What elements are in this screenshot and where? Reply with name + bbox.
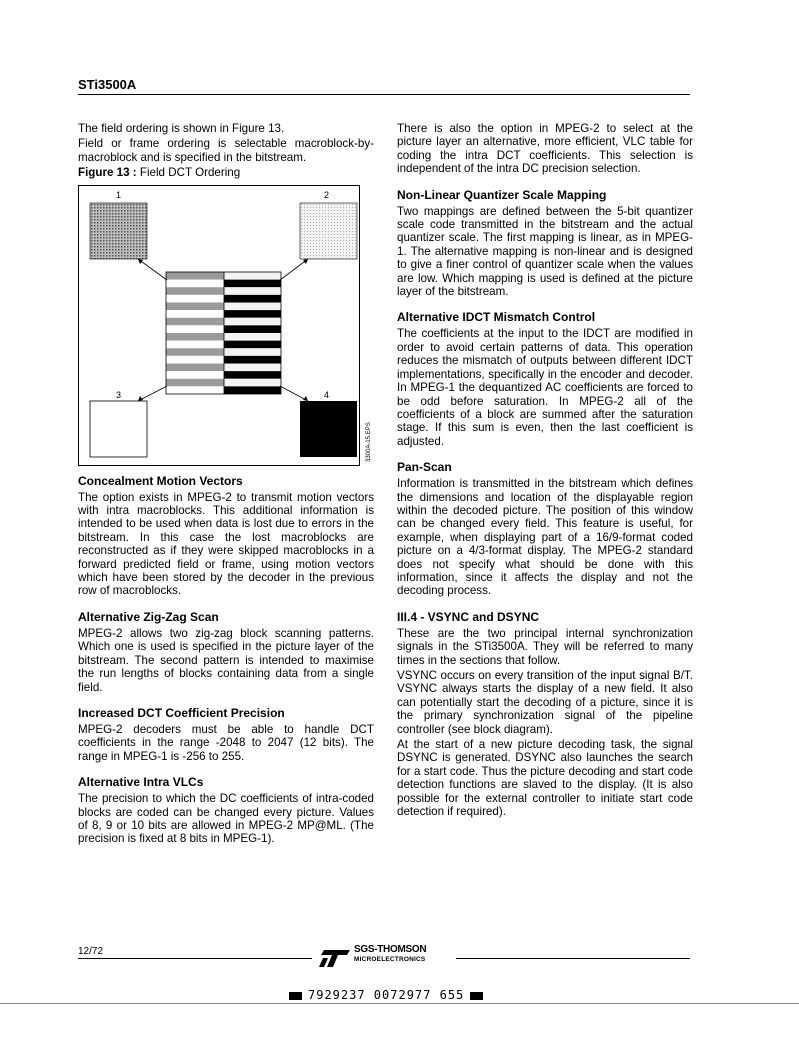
stripe-right: [224, 356, 281, 364]
st-logo-icon: [318, 947, 352, 969]
page-bottom-rule: [0, 1003, 799, 1004]
intro-paragraph-1: The field ordering is shown in Figure 13.: [78, 122, 285, 135]
block-2: [300, 203, 357, 259]
figure-number-2: 2: [324, 189, 330, 200]
stripe-left: [166, 302, 224, 310]
stripe-left: [166, 378, 224, 386]
barcode-number: 7929237 0072977 655: [308, 988, 465, 1002]
stripe-left: [166, 325, 224, 333]
section-quantizer-title: Non-Linear Quantizer Scale Mapping: [397, 187, 607, 202]
stripe-left: [166, 272, 224, 280]
figure-number-1: 1: [116, 189, 122, 200]
document-title: STi3500A: [78, 77, 137, 92]
section-zigzag-body: MPEG-2 allows two zig-zag block scanning patterns. Which one is used is specified in the picture layer of the bitstream. The second pattern is intended to maximise the run lengths of blocks containing data from a single field.: [78, 626, 374, 694]
footer-rule-right: [456, 958, 690, 959]
logo-company-name: SGS-THOMSON: [354, 944, 427, 955]
block-1: [90, 203, 147, 259]
intro-paragraph-2: Field or frame ordering is selectable macroblock-by-macroblock and is specified in the bitstream.: [78, 137, 374, 164]
stripe-left: [166, 340, 224, 348]
interlaced-macroblock: [166, 272, 281, 394]
stripe-right: [224, 279, 281, 287]
stripe-left: [166, 287, 224, 295]
barcode-block-left: [289, 992, 302, 1000]
barcode-block-right: [470, 992, 483, 1000]
stripe-left: [166, 348, 224, 356]
stripe-right: [224, 378, 281, 386]
block-4: [300, 401, 357, 457]
section-intra-vlcs-body: The precision to which the DC coefficients of intra-coded blocks are coded can be changed every picture. Values of 8, 9 or 10 bits are allowed in MPEG-2 MP@ML. (The precision is fixed at 8 bits in MPEG-1).: [78, 792, 374, 846]
figure-caption-text: Field DCT Ordering: [139, 166, 241, 180]
section-vsync-title: III.4 - VSYNC and DSYNC: [397, 609, 540, 624]
stripe-left: [166, 333, 224, 341]
arrow-2: [280, 259, 308, 280]
stripe-right: [224, 348, 281, 356]
figure-label: Figure 13 :: [78, 166, 137, 180]
stripe-right: [224, 302, 281, 310]
section-vsync-paragraph-3: At the start of a new picture decoding task, the signal DSYNC is generated. DSYNC also launches the search for a start code. Thus the picture decoding and start code detection functions are slaved to the display. (It is also possible for the external controller to initiate start code detection if required).: [397, 738, 693, 819]
stripe-left: [166, 363, 224, 371]
stripe-right: [224, 371, 281, 379]
stripe-right: [224, 363, 281, 371]
sgs-thomson-logo: [318, 944, 458, 970]
stripe-right: [224, 386, 281, 394]
page-number: 12/72: [78, 946, 104, 957]
stripe-left: [166, 386, 224, 394]
stripe-left: [166, 295, 224, 303]
section-pan-scan-title: Pan-Scan: [397, 460, 452, 475]
header-rule: [78, 94, 690, 95]
stripe-right: [224, 295, 281, 303]
stripe-right: [224, 287, 281, 295]
left-column: [78, 122, 374, 848]
section-concealment-title: Concealment Motion Vectors: [78, 473, 243, 488]
section-zigzag-title: Alternative Zig-Zag Scan: [78, 609, 219, 624]
arrow-3: [138, 386, 167, 401]
section-idct-title: Alternative IDCT Mismatch Control: [397, 310, 596, 325]
arrow-4: [280, 386, 308, 401]
logo-division-name: MICROELECTRONICS: [354, 956, 426, 963]
stripe-left: [166, 356, 224, 364]
right-column: [397, 122, 693, 820]
block-3: [90, 401, 147, 457]
section-pan-scan-body: Information is transmitted in the bitstream which defines the dimensions and location of the displayable region within the decoded picture. The position of this window can be changed every field. This feature is useful, for example, when displaying part of a 16/9-format coded picture on a 4/3-format display. The MPEG-2 standard does not specify what should be done with this information, since it affects the display and not the decoding process.: [397, 477, 693, 598]
arrow-1: [138, 259, 167, 280]
stripe-left: [166, 279, 224, 287]
figure-number-4: 4: [324, 389, 330, 400]
section-intra-vlcs-title: Alternative Intra VLCs: [78, 775, 204, 790]
stripe-left: [166, 371, 224, 379]
stripe-right: [224, 317, 281, 325]
section-precision-body: MPEG-2 decoders must be able to handle DCT coefficients in the range -2048 to 2047 (12 bits). The range in MPEG-1 is -256 to 255.: [78, 722, 374, 763]
field-dct-diagram: [79, 186, 359, 465]
stripe-right: [224, 325, 281, 333]
stripe-left: [166, 310, 224, 318]
section-vsync-paragraph-1: These are the two principal internal synchronization signals in the STi3500A. They will be referred to many times in the sections that follow.: [397, 626, 693, 667]
figure-file-code: 3300A-15.EPS: [366, 421, 372, 462]
print-barcode: [283, 988, 489, 1002]
stripe-right: [224, 340, 281, 348]
stripe-left: [166, 317, 224, 325]
section-idct-body: The coefficients at the input to the IDCT are modified in order to avoid certain patterns of data. This operation reduces the mismatch of outputs between different IDCT implementations, specifically in the encoder and decoder. In MPEG-1 the dequantized AC coefficients are forced to be odd before saturation. In MPEG-2 all of the coefficients of a block are summed after the saturation stage. If this sum is even, then the last coefficient is adjusted.: [397, 327, 693, 448]
section-quantizer-body: Two mappings are defined between the 5-bit quantizer scale code transmitted in the bitstream and the actual quantizer scale. The first mapping is linear, as in MPEG-1. The alternative mapping is non-linear and is designed to give a finer control of quantizer scale when the values are low. Which mapping is used is defined at the picture layer of the bitstream.: [397, 204, 693, 299]
section-concealment-body: The option exists in MPEG-2 to transmit motion vectors with intra macroblocks. This additional information is intended to be used when data is lost due to errors in the bitstream. In this case the lost macroblocks are reconstructed as if they were skipped macroblocks in a forward predicted field or frame, using motion vectors which have been stored by the decoder in the previous row of macroblocks.: [78, 490, 374, 598]
figure-number-3: 3: [116, 389, 122, 400]
figure-caption: [78, 166, 374, 179]
figure-field-dct-ordering: [78, 185, 372, 466]
footer-rule-left: [78, 958, 312, 959]
right-intro-paragraph: There is also the option in MPEG-2 to select at the picture layer an alternative, more efficient, VLC table for coding the intra DCT coefficients. This selection is independent of the intra DC precision selection.: [397, 122, 693, 176]
stripe-right: [224, 333, 281, 341]
section-precision-title: Increased DCT Coefficient Precision: [78, 705, 285, 720]
stripe-right: [224, 272, 281, 280]
stripe-right: [224, 310, 281, 318]
section-vsync-paragraph-2: VSYNC occurs on every transition of the input signal B/T. VSYNC always starts the display of a new field. It also can potentially start the decoding of a picture, since it is the primary synchronization signal of the pipeline controller (see block diagram).: [397, 669, 693, 736]
